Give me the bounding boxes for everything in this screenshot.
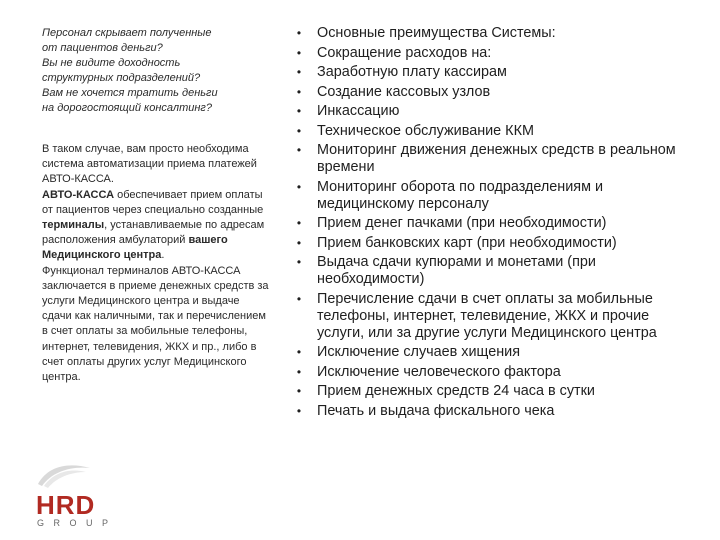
bullet-icon: •: [296, 255, 302, 269]
terminals-term: терминалы: [42, 219, 105, 232]
features-paragraph: [42, 188, 270, 264]
medical-center-term: вашего Медицинского центра: [42, 234, 228, 262]
bullet-icon: •: [296, 26, 302, 40]
advantages-column: [293, 25, 693, 422]
question-line: Персонал скрывает полученные: [42, 27, 212, 39]
list-item-text: Прием денег пачками (при необходимости): [317, 215, 607, 231]
bullet-icon: •: [296, 45, 302, 60]
hrd-group-logo: [34, 460, 124, 530]
list-item: [293, 45, 693, 62]
list-item-text: Сокращение расходов на:: [317, 44, 492, 61]
list-item: [293, 254, 693, 288]
list-item-text: Техническое обслуживание ККМ: [317, 122, 534, 139]
question-line: Вам не хочется тратить деньги: [42, 87, 218, 99]
list-item-text: Мониторинг движения денежных средств в реальном времени: [317, 142, 676, 175]
list-item: [293, 344, 693, 361]
list-item-text: Печать и выдача фискального чека: [317, 402, 555, 419]
function-paragraph: Функционал терминалов АВТО-КАССА заключается в приеме денежных средств за услуги Медицинского центра и выдаче сдачи как наличными, так и перечислением в счет оплаты за мобильные телефоны, интернет, телевидения, ЖКХ и пр., либо в счет оплаты других услуг Медицинского центра.: [42, 264, 269, 384]
bullet-icon: •: [296, 235, 302, 250]
bullet-icon: •: [296, 143, 302, 157]
description-block: [42, 142, 270, 385]
bullet-icon: •: [296, 104, 302, 118]
questions-block: [42, 26, 270, 116]
list-item-text: Основные преимущества Системы:: [317, 25, 556, 41]
bullet-icon: •: [296, 345, 302, 359]
list-item-text: Заработную плату кассирам: [317, 64, 507, 80]
paragraph-text: .: [161, 249, 165, 262]
list-item-text: Инкассацию: [317, 103, 400, 119]
list-item: [293, 364, 693, 381]
question-line: структурных подразделений?: [42, 72, 201, 84]
list-item-text: Перечисление сдачи в счет оплаты за мобильные телефоны, интернет, телевидение, ЖКХ и прочие услуги, или за другие услуги Медицинского центра: [317, 290, 657, 341]
logo-wordmark: HRD: [36, 490, 96, 520]
bullet-icon: •: [296, 65, 302, 79]
list-item-text: Выдача сдачи купюрами и монетами (при необходимости): [317, 254, 596, 287]
bullet-icon: •: [296, 123, 302, 138]
list-item: [293, 142, 693, 176]
question-line: от пациентов деньги?: [42, 42, 163, 54]
bullet-icon: •: [296, 179, 302, 194]
paragraph-text: , устанавливаемые по адресам расположения амбулаторий: [42, 219, 265, 247]
bullet-icon: •: [296, 216, 302, 230]
bullet-icon: •: [296, 84, 302, 99]
bullet-icon: •: [296, 291, 302, 306]
list-item-text: Мониторинг оборота по подразделениям и медицинскому персоналу: [317, 178, 604, 212]
advantages-list: [293, 25, 693, 420]
list-item: [293, 215, 693, 232]
brand-name: АВТО-КАССА: [42, 188, 115, 201]
logo-swoosh-icon: [34, 460, 94, 492]
list-item-text: Прием банковских карт (при необходимости): [317, 234, 617, 251]
list-item-text: Прием денежных средств 24 часа в сутки: [317, 383, 595, 399]
question-line: Вы не видите доходность: [42, 57, 181, 69]
bullet-icon: •: [296, 403, 302, 418]
list-item-text: Исключение случаев хищения: [317, 344, 520, 360]
bullet-icon: •: [296, 384, 302, 398]
left-column: [42, 26, 270, 385]
list-item: [293, 103, 693, 120]
intro-paragraph: В таком случае, вам просто необходима система автоматизации приема платежей АВТО-КАССА.: [42, 143, 257, 186]
list-item-text: Создание кассовых узлов: [317, 83, 491, 100]
list-item: [293, 291, 693, 342]
list-item: [293, 64, 693, 81]
list-item: [293, 383, 693, 400]
bullet-icon: •: [296, 364, 302, 379]
list-item: [293, 25, 693, 42]
paragraph-text: обеспечивает прием оплаты от пациентов через специально созданные: [42, 188, 264, 216]
question-line: на дорогостоящий консалтинг?: [42, 102, 212, 114]
list-item-text: Исключение человеческого фактора: [317, 363, 561, 380]
logo-subtitle: GROUP: [37, 518, 118, 528]
list-item: [293, 235, 693, 252]
list-item: [293, 403, 693, 420]
list-item: [293, 84, 693, 101]
list-item: [293, 123, 693, 140]
list-item: [293, 179, 693, 213]
